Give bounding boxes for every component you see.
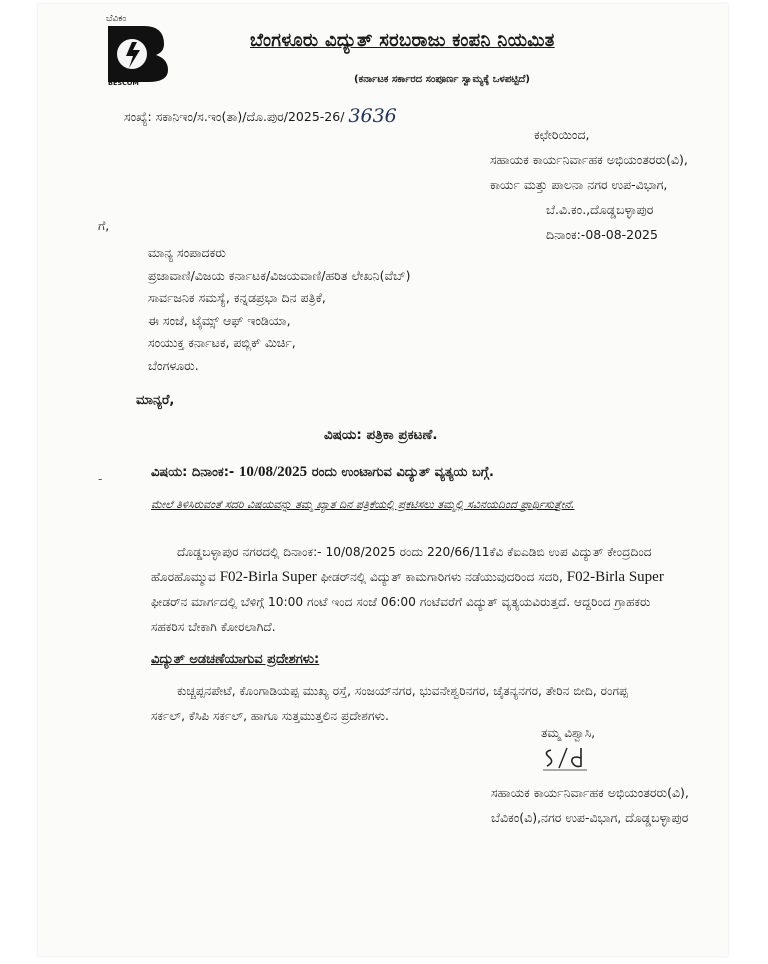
to-line: ಬೆಂಗಳೂರು. [148,357,199,373]
reference-number [124,104,397,126]
body-line: ಸಹಕರಿಸ ಬೇಕಾಗಿ ಕೋರಲಾಗಿದೆ. [151,620,276,634]
to-line: ಈ ಸಂಜೆ, ಟೈಮ್ಸ್ ಆಫ್ ಇಂಡಿಯಾ, [148,312,291,328]
from-line: ಬೆ.ವಿ.ಕಂ.,ದೊಡ್ಡಬಳ್ಳಾಪುರ [546,202,654,217]
bescom-logo-icon [104,12,196,86]
handwritten-reference-number: 3636 [348,105,397,127]
from-line: ಸಹಾಯಕ ಕಾರ್ಯನಿರ್ವಾಹಕ ಅಭಿಯಂತರರು(ವಿ), [490,152,688,167]
body-text: ಫೀಡರ್‌ನಲ್ಲಿ ವಿದ್ಯುತ್ ಕಾಮಗಾರಿಗಳು ನಡೆಯುವುದರಿಂದ ಸದರಿ, [320,570,563,584]
body-line: ಫೀಡರ್‌ನ ಮಾರ್ಗದಲ್ಲಿ ಬೆಳಿಗ್ಗೆ 10:00 ಗಂಟೆ ಇಂದ ಸಂಜೆ 06:00 ಗಂಟೆವರೆಗೆ ವಿದ್ಯುತ್ ವ್ಯತ್ಯಯವಿರುತ್ತದೆ. ಆದ್ದರಿಂದ ಗ್ರಾಹಕರು [151,595,651,609]
designation-block [491,780,689,830]
reference-text: ಸಂಖ್ಯೆ: ಸಕಾನಿಇಂ/ಸ.ಇಂ(ತಾ)/ದೊ.ಪುರ/2025-26/ [124,109,345,124]
body-line: ದೊಡ್ಡಬಳ್ಳಾಪುರ ನಗರದಲ್ಲಿ ದಿನಾಂಕ:- 10/08/2025 ರಂದು 220/66/11ಕೆವಿ ಕೆಐಎಡಿಬಿ ಉಪ ವಿದ್ಯುತ್ ಕೇಂದ್ರದಿಂದ [177,545,652,559]
areas-line: ಕುಚ್ಚಪ್ಪನಪೇಟೆ, ಕೊಂಗಾಡಿಯಪ್ಪ ಮುಖ್ಯ ರಸ್ತೆ, ಸಂಜಯ್‌ನಗರ, ಭುವನೇಶ್ವರಿನಗರ, ಚೈತನ್ಯನಗರ, ತೇರಿನ ಬೀದಿ, ರಂಗಪ್ಪ [177,684,628,698]
to-line: ಪ್ರಜಾವಾಣಿ/ವಿಜಯ ಕರ್ನಾಟಕ/ವಿಜಯವಾಣಿ/ಹರಿತ ಲೇಖನಿ(ವೆಬ್) [148,267,411,283]
signature-text [618,746,620,747]
to-line: ಸಾರ್ವಜನಿಕ ಸಮಸ್ಯೆ, ಕನ್ನಡಪ್ರಭಾ ದಿನ ಪತ್ರಿಕೆ, [148,290,326,305]
subject-rest: ರಂದು ಉಂಟಾಗುವ ವಿದ್ಯುತ್ ವ್ಯತ್ಯಯ ಬಗ್ಗೆ. [311,465,494,480]
yours-faithfully: ತಮ್ಮ ವಿಶ್ವಾಸಿ, [541,726,596,740]
logo-bottom-text: BESCOM [108,79,139,86]
signature-icon [541,744,591,772]
to-prefix: ಗೆ, [98,218,110,233]
from-block [490,122,688,247]
to-line: ಸಂಯುಕ್ತ ಕರ್ನಾಟಕ, ಪಬ್ಲಿಕ್ ಮಿರ್ಚಿ, [148,335,296,350]
areas-list [151,679,719,729]
from-line: ಕಛೇರಿಯಿಂದ, [534,127,590,142]
margin-dash: - [98,472,103,486]
logo-top-text: ಬೆವಿಕಂ [106,14,127,24]
body-paragraph [151,540,719,640]
subject-line [151,464,494,481]
request-line: ಮೇಲೆ ತಿಳಿಸಿರುವಂತೆ ಸದರಿ ವಿಷಯವನ್ನು ತಮ್ಮ ಖ್ಯಾತ ದಿನ ಪತ್ರಿಕೆಯಲ್ಲಿ ಪ್ರಕಟಿಸಲು ತಮ್ಮಲ್ಲಿ ಸವಿನಯದಿಂದ ಪ್ರಾರ್ಥಿಸುತ್ತೇನೆ. [151,498,575,511]
salutation: ಮಾನ್ಯರೆ, [136,393,175,408]
from-date: ದಿನಾಂಕ:-08-08-2025 [546,227,658,242]
company-subtitle: (ಕರ್ನಾಟಕ ಸರ್ಕಾರದ ಸಂಪೂರ್ಣ ಸ್ವಾಮ್ಯಕ್ಕೆ ಒಳಪಟ್ಟಿದೆ) [354,74,530,85]
feeder-name: F02-Birla Super [566,569,664,585]
company-name: ಬೆಂಗಳೂರು ವಿದ್ಯುತ್ ಸರಬರಾಜು ಕಂಪನಿ ನಿಯಮಿತ [250,30,555,51]
from-line: ಕಾರ್ಯ ಮತ್ತು ಪಾಲನಾ ನಗರ ಉಪ-ವಿಭಾಗ, [490,177,668,192]
designation-line: ಬೆವಿಕಂ(ವಿ),ನಗರ ಉಪ-ವಿಭಾಗ, ದೊಡ್ಡಬಳ್ಳಾಪುರ [491,810,689,825]
body-line [151,565,719,590]
areas-line: ಸರ್ಕಲ್, ಕೆಸಿಪಿ ಸರ್ಕಲ್, ಹಾಗೂ ಸುತ್ತಮುತ್ತಲಿನ ಪ್ರದೇಶಗಳು. [151,709,389,723]
feeder-name: F02-Birla Super [219,569,317,585]
subject-date: 10/08/2025 [238,464,308,480]
areas-heading: ವಿದ್ಯುತ್ ಅಡಚಣೆಯಾಗುವ ಪ್ರದೇಶಗಳು: [151,652,320,667]
to-block [148,242,411,377]
to-line: ಮಾನ್ಯ ಸಂಪಾದಕರು [148,245,226,260]
subject-label: ವಿಷಯ: ದಿನಾಂಕ:- [151,465,235,480]
body-text: ಹೊರಹೊಮ್ಮುವ [151,570,216,584]
letter-page [38,4,728,956]
letter-heading: ವಿಷಯ: ಪತ್ರಿಕಾ ಪ್ರಕಟಣೆ. [324,427,438,443]
designation-line: ಸಹಾಯಕ ಕಾರ್ಯನಿರ್ವಾಹಕ ಅಭಿಯಂತರರು(ವಿ), [491,785,689,800]
